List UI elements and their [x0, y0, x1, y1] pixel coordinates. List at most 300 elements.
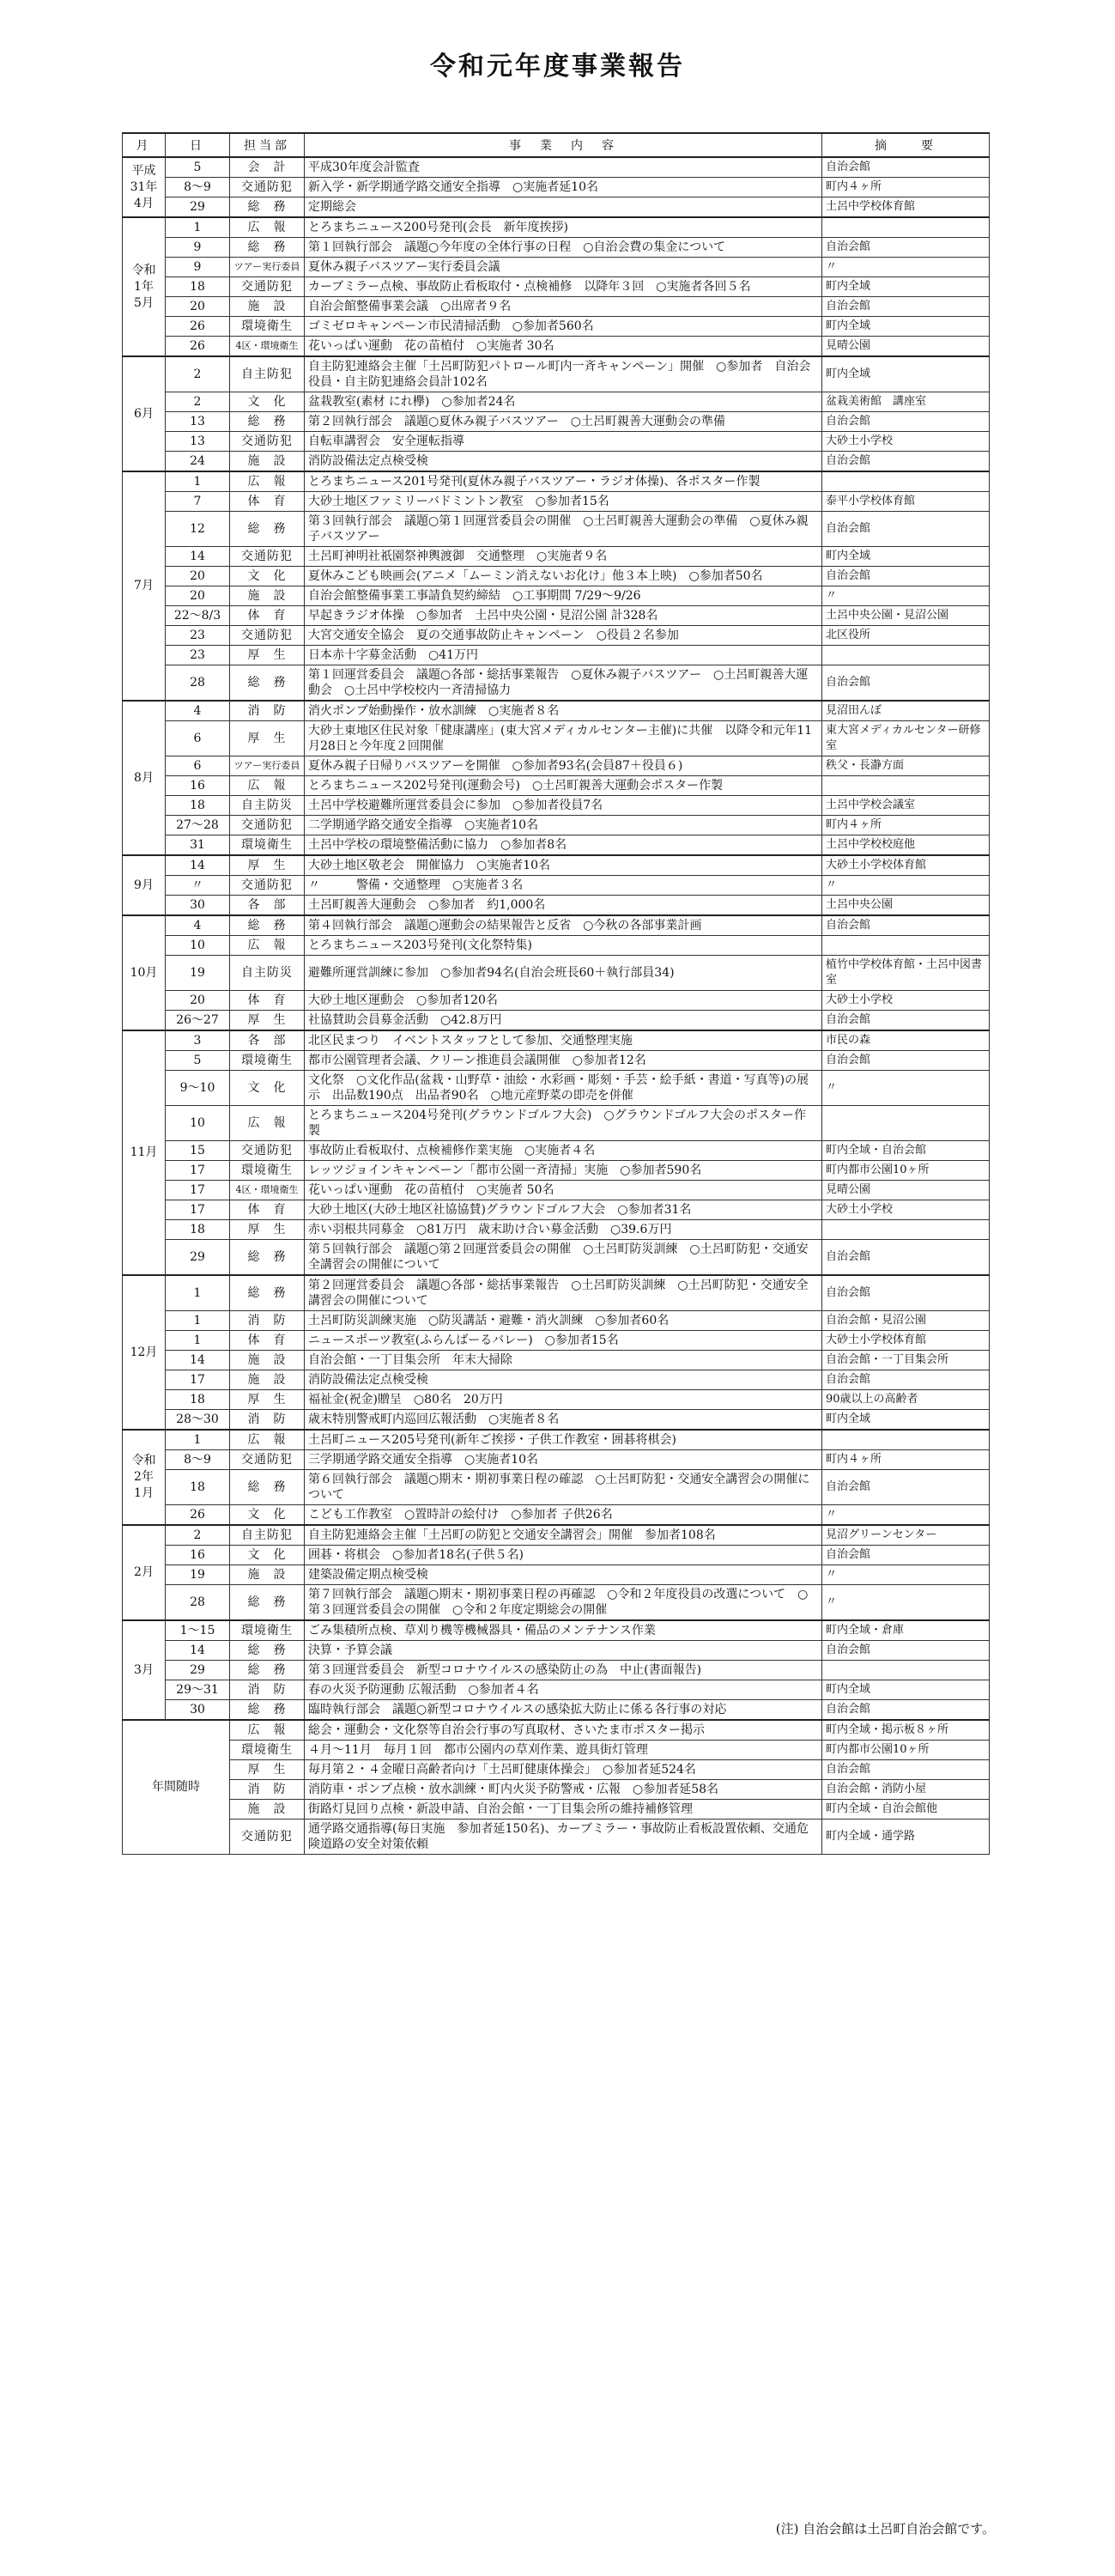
content-cell: 事故防止看板取付、点検補修作業実施 ○実施者４名 [305, 1141, 822, 1161]
content-cell: 総会・運動会・文化祭等自治会行事の写真取材、さいたま市ポスター掲示 [305, 1720, 822, 1741]
content-cell: 〃 警備・交通整理 ○実施者３名 [305, 876, 822, 896]
table-row [123, 1275, 990, 1311]
table-row [123, 258, 990, 277]
table-row [123, 317, 990, 337]
day-cell: 1 [166, 471, 230, 492]
department-cell: ツアー実行委員 [230, 756, 305, 776]
day-cell: 19 [166, 956, 230, 991]
notes-cell [822, 936, 990, 956]
day-cell: 29 [166, 1240, 230, 1276]
day-cell: 2 [166, 356, 230, 392]
table-row [123, 297, 990, 317]
content-cell: 土呂町防災訓練実施 ○防災講話・避難・消火訓練 ○参加者60名 [305, 1311, 822, 1331]
department-cell: 交通防犯 [230, 547, 305, 567]
notes-cell: 北区役所 [822, 626, 990, 646]
month-cell: 年間随時 [123, 1720, 230, 1855]
table-row [123, 567, 990, 586]
table-row [123, 277, 990, 297]
department-cell: 広 報 [230, 471, 305, 492]
day-cell: 28 [166, 1585, 230, 1621]
notes-cell: 町内全域・自治会館他 [822, 1800, 990, 1820]
content-cell: 北区民まつり イベントスタッフとして参加、交通整理実施 [305, 1030, 822, 1051]
content-cell: 第７回執行部会 議題○期末・期初事業日程の再確認 ○令和２年度役員の改選について ○第３回運営委員会の開催 ○令和２年度定期総会の開催 [305, 1585, 822, 1621]
department-cell: 厚 生 [230, 721, 305, 756]
day-cell: 29〜31 [166, 1680, 230, 1700]
table-row [123, 547, 990, 567]
content-cell: とろまちニュース200号発刊(会長 新年度挨拶) [305, 217, 822, 238]
day-cell: 20 [166, 586, 230, 606]
notes-cell: 土呂中央公園・見沼公園 [822, 606, 990, 626]
content-cell: 囲碁・将棋会 ○参加者18名(子供５名) [305, 1546, 822, 1565]
department-cell: 環境衛生 [230, 317, 305, 337]
department-cell: 総 務 [230, 1470, 305, 1505]
notes-cell: 〃 [822, 258, 990, 277]
table-row [123, 855, 990, 876]
content-cell: 文化祭 ○文化作品(盆栽・山野草・油絵・水彩画・彫刻・手芸・絵手紙・書道・写真等)の展示 出品数190点 出品者90名 ○地元産野菜の即売を併催 [305, 1071, 822, 1106]
content-cell: 第４回執行部会 議題○運動会の結果報告と反省 ○今秋の各部事業計画 [305, 915, 822, 936]
department-cell: 文 化 [230, 567, 305, 586]
day-cell: 23 [166, 646, 230, 665]
department-cell: 交通防犯 [230, 816, 305, 835]
notes-cell: 自治会館 [822, 567, 990, 586]
department-cell: 交通防犯 [230, 1450, 305, 1470]
table-row [123, 1525, 990, 1546]
day-cell: 1 [166, 1331, 230, 1351]
table-row [123, 1106, 990, 1141]
department-cell: 交通防犯 [230, 178, 305, 197]
department-cell: 会 計 [230, 157, 305, 178]
content-cell: 盆栽教室(素材 にれ欅) ○参加者24名 [305, 392, 822, 412]
department-cell: 施 設 [230, 1370, 305, 1390]
notes-cell: 自治会館 [822, 1470, 990, 1505]
content-cell: 大宮交通安全協会 夏の交通事故防止キャンペーン ○役員２名参加 [305, 626, 822, 646]
notes-cell: 市民の森 [822, 1030, 990, 1051]
day-cell: 26〜27 [166, 1011, 230, 1031]
department-cell: 自主防災 [230, 796, 305, 816]
content-cell: 毎月第２・４金曜日高齢者向け「土呂町健康体操会」 ○参加者延524名 [305, 1760, 822, 1780]
table-row [123, 1720, 990, 1741]
department-cell: 施 設 [230, 452, 305, 472]
day-cell: 9 [166, 238, 230, 258]
department-cell: 4区・環境衛生 [230, 1181, 305, 1200]
notes-cell: 土呂中学校体育館 [822, 197, 990, 218]
month-cell: 12月 [123, 1275, 166, 1430]
day-cell: 17 [166, 1200, 230, 1220]
header-notes: 摘 要 [822, 133, 990, 157]
notes-cell [822, 1106, 990, 1141]
day-cell: 23 [166, 626, 230, 646]
table-row [123, 217, 990, 238]
day-cell: 22〜8/3 [166, 606, 230, 626]
table-row [123, 1450, 990, 1470]
content-cell: 夏休み親子日帰りバスツアーを開催 ○参加者93名(会員87＋役員６) [305, 756, 822, 776]
notes-cell: 大砂土小学校 [822, 432, 990, 452]
department-cell: 消 防 [230, 1311, 305, 1331]
department-cell: 消 防 [230, 1780, 305, 1800]
department-cell: 厚 生 [230, 1390, 305, 1410]
department-cell: 交通防犯 [230, 1820, 305, 1855]
content-cell: 大砂土地区ファミリーバドミントン教室 ○参加者15名 [305, 492, 822, 512]
notes-cell: 大砂土小学校 [822, 991, 990, 1011]
department-cell: 広 報 [230, 1106, 305, 1141]
content-cell: 花いっぱい運動 花の苗植付 ○実施者 50名 [305, 1181, 822, 1200]
content-cell: とろまちニュース203号発刊(文化祭特集) [305, 936, 822, 956]
department-cell: 交通防犯 [230, 1141, 305, 1161]
day-cell: 24 [166, 452, 230, 472]
day-cell: 8〜9 [166, 1450, 230, 1470]
notes-cell: 大砂土小学校 [822, 1200, 990, 1220]
department-cell: 施 設 [230, 1800, 305, 1820]
content-cell: 第３回運営委員会 新型コロナウイルスの感染防止の為 中止(書面報告) [305, 1661, 822, 1680]
department-cell: 4区・環境衛生 [230, 337, 305, 357]
department-cell: 体 育 [230, 1331, 305, 1351]
table-row [123, 1071, 990, 1106]
content-cell: 福祉金(祝金)贈呈 ○80名 20万円 [305, 1390, 822, 1410]
department-cell: 自主防犯 [230, 356, 305, 392]
notes-cell: 自治会館 [822, 238, 990, 258]
notes-cell: 東大宮メディカルセンター研修室 [822, 721, 990, 756]
day-cell: 5 [166, 1051, 230, 1071]
day-cell: 28〜30 [166, 1410, 230, 1431]
day-cell: 10 [166, 1106, 230, 1141]
content-cell: 夏休みこども映画会(アニメ「ムーミン消えないお化け」他３本上映) ○参加者50名 [305, 567, 822, 586]
department-cell: 各 部 [230, 896, 305, 916]
department-cell: 文 化 [230, 1071, 305, 1106]
notes-cell [822, 646, 990, 665]
day-cell: 1 [166, 1275, 230, 1311]
table-row [123, 1641, 990, 1661]
day-cell: 17 [166, 1370, 230, 1390]
department-cell: 消 防 [230, 1680, 305, 1700]
table-row [123, 756, 990, 776]
table-row [123, 1051, 990, 1071]
table-row [123, 492, 990, 512]
department-cell: 広 報 [230, 217, 305, 238]
table-row [123, 1565, 990, 1585]
department-cell: 消 防 [230, 701, 305, 721]
table-row [123, 721, 990, 756]
department-cell: 厚 生 [230, 1760, 305, 1780]
table-row [123, 512, 990, 547]
content-cell: 自主防犯連絡会主催「土呂町防犯パトロール町内一斉キャンペーン」開催 ○参加者 自治会役員・自主防犯連絡会員計102名 [305, 356, 822, 392]
content-cell: 春の火災予防運動 広報活動 ○参加者４名 [305, 1680, 822, 1700]
table-row [123, 157, 990, 178]
table-row [123, 1430, 990, 1450]
department-cell: 環境衛生 [230, 1741, 305, 1760]
notes-cell: 町内都市公園10ヶ所 [822, 1161, 990, 1181]
month-cell: 8月 [123, 701, 166, 855]
notes-cell [822, 1661, 990, 1680]
notes-cell: 自治会館 [822, 1700, 990, 1721]
notes-cell: 町内全域・倉庫 [822, 1620, 990, 1641]
table-row [123, 1661, 990, 1680]
notes-cell: 自治会館・見沼公園 [822, 1311, 990, 1331]
content-cell: 赤い羽根共同募金 ○81万円 歳末助け合い募金活動 ○39.6万円 [305, 1220, 822, 1240]
table-row [123, 412, 990, 432]
notes-cell: 自治会館 [822, 915, 990, 936]
department-cell: 各 部 [230, 1030, 305, 1051]
notes-cell: 見晴公園 [822, 337, 990, 357]
day-cell: 18 [166, 1470, 230, 1505]
table-row [123, 1820, 990, 1855]
content-cell: 自治会館・一丁目集会所 年末大掃除 [305, 1351, 822, 1370]
day-cell: 9 [166, 258, 230, 277]
header-day: 日 [166, 133, 230, 157]
department-cell: 広 報 [230, 776, 305, 796]
table-row [123, 238, 990, 258]
notes-cell: 町内全域 [822, 317, 990, 337]
content-cell: 決算・予算会議 [305, 1641, 822, 1661]
notes-cell [822, 1220, 990, 1240]
day-cell: 2 [166, 1525, 230, 1546]
table-row [123, 1585, 990, 1621]
day-cell: 26 [166, 317, 230, 337]
content-cell: 土呂町ニュース205号発刊(新年ご挨拶・子供工作教室・囲碁将棋会) [305, 1430, 822, 1450]
day-cell: 1 [166, 1311, 230, 1331]
day-cell: 14 [166, 547, 230, 567]
table-header-row [123, 133, 990, 157]
content-cell: 第３回執行部会 議題○第１回運営委員会の開催 ○土呂町親善大運動会の準備 ○夏休み親子バスツアー [305, 512, 822, 547]
department-cell: 厚 生 [230, 855, 305, 876]
department-cell: 総 務 [230, 1240, 305, 1276]
notes-cell: 自治会館 [822, 512, 990, 547]
day-cell: 9〜10 [166, 1071, 230, 1106]
department-cell: 施 設 [230, 586, 305, 606]
department-cell: 体 育 [230, 606, 305, 626]
content-cell: 消防車・ポンプ点検・放水訓練・町内火災予防警戒・広報 ○参加者延58名 [305, 1780, 822, 1800]
content-cell: 社協賛助会員募金活動 ○42.8万円 [305, 1011, 822, 1031]
table-row [123, 1546, 990, 1565]
notes-cell: 自治会館 [822, 1546, 990, 1565]
notes-cell: 自治会館 [822, 452, 990, 472]
table-row [123, 1240, 990, 1276]
content-cell: ４月〜11月 毎月１回 都市公園内の草刈作業、遊具街灯管理 [305, 1741, 822, 1760]
notes-cell: 町内全域・掲示板８ヶ所 [822, 1720, 990, 1741]
day-cell: 14 [166, 1351, 230, 1370]
department-cell: 環境衛生 [230, 835, 305, 856]
table-row [123, 197, 990, 218]
table-row [123, 876, 990, 896]
day-cell: 6 [166, 756, 230, 776]
table-row [123, 471, 990, 492]
content-cell: 定期総会 [305, 197, 822, 218]
day-cell: 31 [166, 835, 230, 856]
notes-cell: 〃 [822, 586, 990, 606]
content-cell: 避難所運営訓練に参加 ○参加者94名(自治会班長60＋執行部員34) [305, 956, 822, 991]
notes-cell: 大砂土小学校体育館 [822, 1331, 990, 1351]
table-row [123, 1351, 990, 1370]
notes-cell: 自治会館 [822, 157, 990, 178]
table-row [123, 1181, 990, 1200]
department-cell: 自主防犯 [230, 1525, 305, 1546]
department-cell: 広 報 [230, 936, 305, 956]
table-row [123, 1370, 990, 1390]
table-row [123, 1311, 990, 1331]
day-cell: 14 [166, 855, 230, 876]
notes-cell: 町内都市公園10ヶ所 [822, 1741, 990, 1760]
content-cell: 第１回運営委員会 議題○各部・総括事業報告 ○夏休み親子バスツアー ○土呂町親善大運動会 ○土呂中学校校内一斉清掃協力 [305, 665, 822, 702]
department-cell: 施 設 [230, 1351, 305, 1370]
month-cell: 令和 1年 5月 [123, 217, 166, 356]
day-cell: 15 [166, 1141, 230, 1161]
day-cell: 26 [166, 1505, 230, 1526]
notes-cell: 土呂中学校校庭他 [822, 835, 990, 856]
department-cell: 消 防 [230, 1410, 305, 1431]
content-cell: 土呂中学校避難所運営委員会に参加 ○参加者役員7名 [305, 796, 822, 816]
day-cell: 4 [166, 701, 230, 721]
table-row [123, 178, 990, 197]
content-cell: 建築設備定期点検受検 [305, 1565, 822, 1585]
month-cell: 平成 31年 4月 [123, 157, 166, 217]
day-cell: 29 [166, 197, 230, 218]
day-cell: 18 [166, 1220, 230, 1240]
department-cell: 総 務 [230, 197, 305, 218]
table-row [123, 1331, 990, 1351]
department-cell: 総 務 [230, 1275, 305, 1311]
table-row [123, 1780, 990, 1800]
department-cell: 交通防犯 [230, 277, 305, 297]
day-cell: 1 [166, 1430, 230, 1450]
content-cell: 自転車講習会 安全運転指導 [305, 432, 822, 452]
department-cell: 体 育 [230, 991, 305, 1011]
department-cell: 総 務 [230, 1585, 305, 1621]
content-cell: とろまちニュース201号発刊(夏休み親子バスツアー・ラジオ体操)、各ポスター作製 [305, 471, 822, 492]
day-cell: 17 [166, 1161, 230, 1181]
month-cell: 2月 [123, 1525, 166, 1620]
day-cell: 28 [166, 665, 230, 702]
day-cell: 12 [166, 512, 230, 547]
day-cell: 4 [166, 915, 230, 936]
department-cell: 交通防犯 [230, 876, 305, 896]
table-row [123, 796, 990, 816]
notes-cell: 90歳以上の高齢者 [822, 1390, 990, 1410]
notes-cell: 見沼グリーンセンター [822, 1525, 990, 1546]
day-cell: 18 [166, 796, 230, 816]
department-cell: 環境衛生 [230, 1161, 305, 1181]
content-cell: 自治会館整備事業会議 ○出席者９名 [305, 297, 822, 317]
content-cell: ニュースポーツ教室(ふらんばーるバレー) ○参加者15名 [305, 1331, 822, 1351]
notes-cell [822, 1430, 990, 1450]
content-cell: ごみ集積所点検、草刈り機等機械器具・備品のメンテナンス作業 [305, 1620, 822, 1641]
content-cell: 早起きラジオ体操 ○参加者 土呂中央公園・見沼公園 計328名 [305, 606, 822, 626]
notes-cell: 町内全域 [822, 356, 990, 392]
department-cell: 総 務 [230, 1661, 305, 1680]
table-row [123, 337, 990, 357]
day-cell: 26 [166, 337, 230, 357]
department-cell: 施 設 [230, 297, 305, 317]
table-row [123, 626, 990, 646]
content-cell: 臨時執行部会 議題○新型コロナウイルスの感染拡大防止に係る各行事の対応 [305, 1700, 822, 1721]
department-cell: 施 設 [230, 1565, 305, 1585]
content-cell: ゴミゼロキャンペーン市民清掃活動 ○参加者560名 [305, 317, 822, 337]
content-cell: カーブミラー点検、事故防止看板取付・点検補修 以降年３回 ○実施者各回５名 [305, 277, 822, 297]
notes-cell: 自治会館 [822, 1051, 990, 1071]
table-row [123, 586, 990, 606]
content-cell: こども工作教室 ○置時計の絵付け ○参加者 子供26名 [305, 1505, 822, 1526]
notes-cell: 自治会館・一丁目集会所 [822, 1351, 990, 1370]
table-row [123, 356, 990, 392]
department-cell: 文 化 [230, 1505, 305, 1526]
content-cell: 土呂中学校の環境整備活動に協力 ○参加者8名 [305, 835, 822, 856]
table-row [123, 1800, 990, 1820]
notes-cell: 自治会館 [822, 412, 990, 432]
department-cell: 文 化 [230, 392, 305, 412]
table-row [123, 1011, 990, 1031]
table-row [123, 1410, 990, 1431]
notes-cell: 〃 [822, 876, 990, 896]
month-cell: 10月 [123, 915, 166, 1030]
header-month: 月 [123, 133, 166, 157]
month-cell: 令和 2年 1月 [123, 1430, 166, 1525]
notes-cell: 町内全域 [822, 1680, 990, 1700]
notes-cell: 土呂中学校会議室 [822, 796, 990, 816]
content-cell: 都市公園管理者会議、クリーン推進員会議開催 ○参加者12名 [305, 1051, 822, 1071]
notes-cell: 自治会館 [822, 1275, 990, 1311]
department-cell: 交通防犯 [230, 432, 305, 452]
day-cell: 16 [166, 776, 230, 796]
content-cell: 二学期通学路交通安全指導 ○実施者10名 [305, 816, 822, 835]
content-cell: 消火ポンプ始動操作・放水訓練 ○実施者８名 [305, 701, 822, 721]
notes-cell: 町内全域 [822, 547, 990, 567]
table-row [123, 1620, 990, 1641]
notes-cell [822, 776, 990, 796]
table-body [123, 157, 990, 1855]
notes-cell: 大砂土小学校体育館 [822, 855, 990, 876]
table-row [123, 1505, 990, 1526]
table-row [123, 816, 990, 835]
table-row [123, 1700, 990, 1721]
notes-cell: 町内全域・通学路 [822, 1820, 990, 1855]
department-cell: 厚 生 [230, 1220, 305, 1240]
day-cell: 10 [166, 936, 230, 956]
table-row [123, 646, 990, 665]
content-cell: 大砂土地区運動会 ○参加者120名 [305, 991, 822, 1011]
department-cell: 広 報 [230, 1720, 305, 1741]
notes-cell: 見晴公園 [822, 1181, 990, 1200]
month-cell: 9月 [123, 855, 166, 915]
notes-cell: 自治会館 [822, 1011, 990, 1031]
department-cell: 広 報 [230, 1430, 305, 1450]
page-title: 令和元年度事業報告 [430, 52, 685, 82]
department-cell: 交通防犯 [230, 626, 305, 646]
table-row [123, 776, 990, 796]
notes-cell: 植竹中学校体育館・土呂中図書室 [822, 956, 990, 991]
content-cell: とろまちニュース202号発刊(運動会号) ○土呂町親善大運動会ポスター作製 [305, 776, 822, 796]
notes-cell: 泰平小学校体育館 [822, 492, 990, 512]
department-cell: 厚 生 [230, 1011, 305, 1031]
content-cell: 第１回執行部会 議題○今年度の全体行事の日程 ○自治会費の集金について [305, 238, 822, 258]
notes-cell: 町内４ヶ所 [822, 1450, 990, 1470]
day-cell: 16 [166, 1546, 230, 1565]
notes-cell: 町内全域・自治会館 [822, 1141, 990, 1161]
table-row [123, 1390, 990, 1410]
department-cell: 総 務 [230, 512, 305, 547]
content-cell: 日本赤十字募金活動 ○41万円 [305, 646, 822, 665]
table-row [123, 915, 990, 936]
table-row [123, 1161, 990, 1181]
department-cell: 体 育 [230, 492, 305, 512]
notes-cell: 町内全域 [822, 1410, 990, 1431]
month-cell: 11月 [123, 1030, 166, 1275]
content-cell: 土呂町神明社祇園祭神輿渡御 交通整理 ○実施者９名 [305, 547, 822, 567]
notes-cell: 自治会館 [822, 297, 990, 317]
table-row [123, 665, 990, 702]
content-cell: 歳末特別警戒町内巡回広報活動 ○実施者８名 [305, 1410, 822, 1431]
content-cell: 夏休み親子バスツアー実行委員会議 [305, 258, 822, 277]
notes-cell: 土呂中央公園 [822, 896, 990, 916]
content-cell: 土呂町親善大運動会 ○参加者 約1,000名 [305, 896, 822, 916]
table-row [123, 701, 990, 721]
